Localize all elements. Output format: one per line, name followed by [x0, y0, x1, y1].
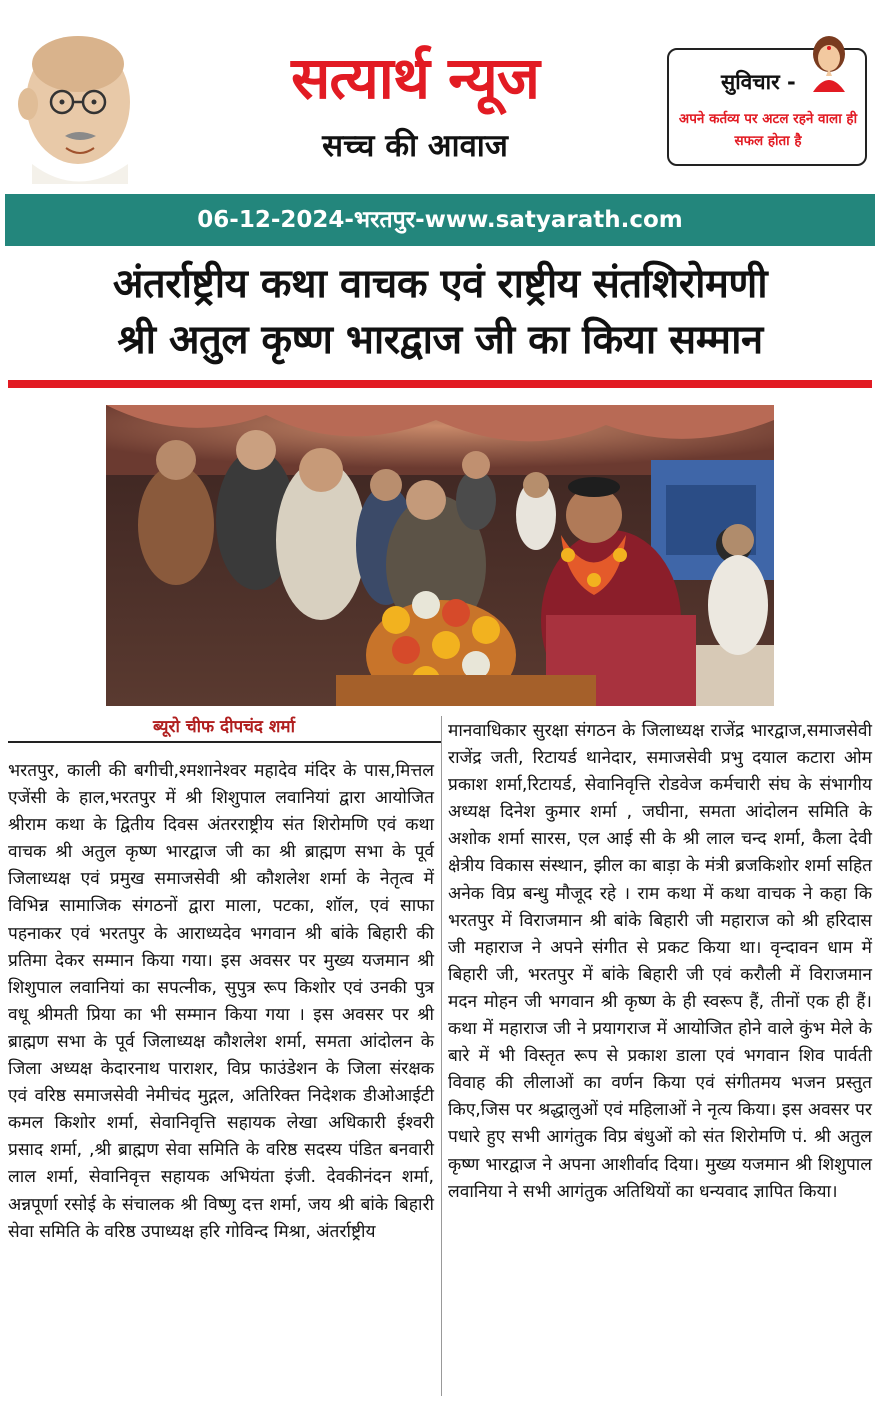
thought-label: सुविचार -	[721, 70, 796, 94]
headline-line-1: अंतर्राष्ट्रीय कथा वाचक एवं राष्ट्रीय संतशिरोमणी	[112, 261, 768, 307]
thought-of-the-day-box	[667, 48, 867, 166]
article-column-left: भरतपुर, काली की बगीची,श्मशानेश्वर महादेव मंदिर के पास,मित्तल एजेंसी के हाल,भरतपुर में श्री शिशुपाल लवानियां द्वारा आयोजित श्रीराम कथा के द्वितीय दिवस अंतरराष्ट्रीय संत शिरोमणि एवं कथा वाचक श्री अतुल कृष्ण भारद्वाज जी का श्री ब्राह्मण सभा के पूर्व जिलाध्यक्ष एवं प्रमुख समाजसेवी श्री कौशलेश शर्मा के नेतृत्व में विभिन्न सामाजिक संगठनों द्वारा माला, पटका, शॉल, एवं साफा पहनाकर एवं भरतपुर के आराध्यदेव भगवान श्री बांके बिहारी की प्रतिमा देकर सम्मान किया गया। इस अवसर पर मुख्य यजमान श्री शिशुपाल लवानियां का सपत्नीक, सुपुत्र रूप किशोर एवं उनकी पुत्र वधू श्रीमती प्रिया का भी सम्मान किया गया । इस अवसर पर श्री ब्राह्मण सभा के पूर्व जिलाध्यक्ष कौशलेश शर्मा, समता आंदोलन के जिला अध्यक्ष केदारनाथ पाराशर, विप्र फाउंडेशन के जिला संरक्षक एवं वरिष्ठ समाजसेवी नेमीचंद मुद्गल, अतिरिक्त निदेशक डीओआईटी कमल किशोर शर्मा, सेवानिवृत्ति सहायक लेखा अधिकारी ईश्वरी प्रसाद शर्मा, ,श्री ब्राह्मण सेवा समिति के वरिष्ठ सदस्य पंडित बनवारी लाल शर्मा, सेवानिवृत्त सहायक अभियंता इंजी. देवकीनंदन शर्मा, अन्नपूर्णा रसोई के संचालक श्री विष्णु दत्त शर्मा, जय श्री बांके बिहारी सेवा समिति के वरिष्ठ उपाध्यक्ष हरि गोविन्द मिश्रा, अंतर्राष्ट्रीय	[8, 761, 434, 1242]
headline-divider	[8, 380, 872, 388]
brand-title: सत्यार्थ न्यूज	[291, 44, 539, 112]
ceremony-photo-icon	[106, 405, 774, 706]
headline-line-2: श्री अतुल कृष्ण भारद्वाज जी का किया सम्मान	[117, 317, 763, 363]
byline: ब्यूरो चीफ दीपचंद शर्मा	[152, 717, 295, 737]
thought-text: अपने कर्तव्य पर अटल रहने वाला ही सफल होता है	[678, 111, 858, 149]
dateline-banner: 06-12-2024-भरतपुर-www.satyarath.com	[5, 194, 875, 246]
column-divider	[441, 716, 442, 1396]
masthead	[0, 0, 880, 192]
brand-tagline: सच्च की आवाज	[322, 128, 508, 164]
article-column-right: मानवाधिकार सुरक्षा संगठन के जिलाध्यक्ष राजेंद्र भारद्वाज,समाजसेवी राजेंद्र जती, रिटायर्ड थानेदार, समाजसेवी प्रभु दयाल कटारा ओम प्रकाश शर्मा,रिटायर्ड, सेवानिवृत्ति रोडवेज कर्मचारी संघ के संभागीय अध्यक्ष दिनेश कुमार शर्मा , जघीना, समता आंदोलन समिति के अशोक शर्मा सारस, एल आई सी के श्री लाल चन्द शर्मा, कैला देवी क्षेत्रीय विकास संस्थान, झील का बाड़ा के मंत्री ब्रजकिशोर शर्मा सहित अनेक विप्र बन्धु मौजूद रहे । राम कथा में कथा वाचक ने कहा कि भरतपुर में विराजमान श्री बांके बिहारी जी महाराज को श्री हरिदास जी महाराज ने अपने संगीत से प्रकट किया था। वृन्दावन धाम में बिहारी जी, भरतपुर में बांके बिहारी जी एवं करौली में विराजमान मदन मोहन जी भगवान श्री कृष्ण के ही स्वरूप हैं, तीनों एक ही हैं। कथा में महाराज जी ने प्रयागराज में आयोजित होने वाले कुंभ मेले के बारे में भी विस्तृत रूप से प्रकाश डाला एवं भगवान शिव पार्वती विवाह की लीलाओं का वर्णन किया एवं संगीतमय भजन प्रस्तुत किए,जिस पर श्रद्धालुओं एवं महिलाओं ने नृत्य किया। इस अवसर पर पधारे हुए सभी आगंतुक विप्र बंधुओं को संत शिरोमणि पं. श्री अतुल कृष्ण भारद्वाज ने अपना आशीर्वाद दिया। मुख्य यजमान श्री शिशुपाल लवानिया ने सभी आगंतुक अतिथियों का धन्यवाद ज्ञापित किया।	[448, 721, 872, 1202]
headline	[5, 256, 875, 368]
folded-hands-woman-icon	[801, 32, 857, 92]
byline-divider	[8, 741, 442, 743]
gandhi-portrait-icon	[10, 24, 140, 184]
